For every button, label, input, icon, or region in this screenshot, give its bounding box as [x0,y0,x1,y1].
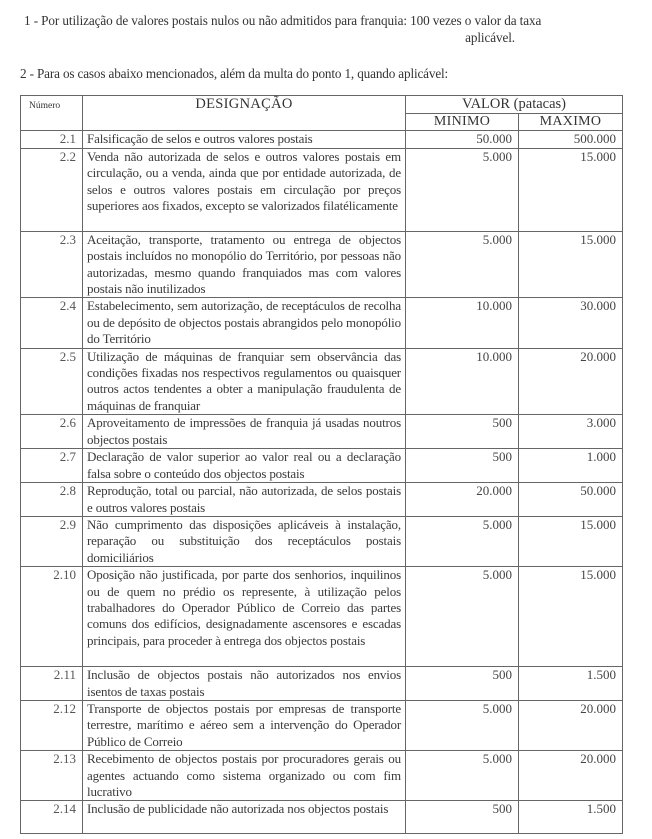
row-minimo: 10.000 [406,298,519,348]
fines-table [20,95,623,834]
table-row [21,298,623,348]
paragraph-1 [24,12,620,46]
row-maximo: 20.000 [519,348,623,415]
row-numero: 2.1 [21,131,83,148]
table-row [21,415,623,449]
row-minimo: 20.000 [406,483,519,517]
row-minimo: 5.000 [406,700,519,750]
row-numero: 2.10 [21,567,83,667]
row-numero: 2.4 [21,298,83,348]
row-minimo: 500 [406,449,519,483]
row-maximo: 1.500 [519,801,623,834]
row-maximo: 50.000 [519,483,623,517]
row-minimo: 5.000 [406,148,519,231]
table-row [21,700,623,750]
paragraph-1-line-2: aplicável. [465,30,515,45]
row-maximo: 15.000 [519,516,623,566]
table-row [21,348,623,415]
row-numero: 2.14 [21,801,83,834]
row-numero: 2.13 [21,751,83,801]
row-designacao: Utilização de máquinas de franquiar sem observância das condições fixadas nos respectivos regulamentos ou quaisquer outros actos tendentes a obter a manipulação fraudulenta de máquinas de franquiar [83,348,406,415]
row-minimo: 5.000 [406,567,519,667]
row-maximo: 3.000 [519,415,623,449]
row-numero: 2.7 [21,449,83,483]
table-header-row [21,96,623,114]
row-minimo: 500 [406,667,519,701]
row-designacao: Declaração de valor superior ao valor real ou a declaração falsa sobre o conteúdo dos objectos postais [83,449,406,483]
row-designacao: Venda não autorizada de selos e outros valores postais em circulação, ou a venda, ainda que por entidade autorizada, de selos e outros valores postais em circulação por preços superiores aos fixados, excepto se valorizados filatélicamente [83,148,406,231]
row-numero: 2.9 [21,516,83,566]
row-designacao: Recebimento de objectos postais por procuradores gerais ou agentes actuando como sistema organizado ou com fim lucrativo [83,751,406,801]
row-minimo: 500 [406,801,519,834]
row-maximo: 15.000 [519,231,623,298]
row-designacao: Aproveitamento de impressões de franquia já usadas noutros objectos postais [83,415,406,449]
row-maximo: 1.000 [519,449,623,483]
paragraph-1-line-1: 1 - Por utilização de valores postais nulos ou não admitidos para franquia: 100 vezes o valor da taxa [24,13,542,28]
row-designacao: Inclusão de publicidade não autorizada nos objectos postais [83,801,406,834]
table-row [21,516,623,566]
table-row [21,131,623,148]
table-row [21,148,623,231]
row-designacao: Transporte de objectos postais por empresas de transporte terrestre, marítimo e aéreo sem a intervenção do Operador Público de Correio [83,700,406,750]
table-row [21,751,623,801]
table-row [21,231,623,298]
row-designacao: Reprodução, total ou parcial, não autorizada, de selos postais e outros valores postais [83,483,406,517]
row-minimo: 500 [406,415,519,449]
row-numero: 2.6 [21,415,83,449]
row-numero: 2.3 [21,231,83,298]
row-numero: 2.12 [21,700,83,750]
row-numero: 2.5 [21,348,83,415]
row-maximo: 20.000 [519,700,623,750]
row-designacao: Estabelecimento, sem autorização, de receptáculos de recolha ou de depósito de objectos postais abrangidos pelo monopólio do Território [83,298,406,348]
row-minimo: 50.000 [406,131,519,148]
header-minimo: MINIMO [406,114,519,131]
table-row [21,483,623,517]
row-minimo: 10.000 [406,348,519,415]
table-row [21,801,623,834]
row-designacao: Falsificação de selos e outros valores postais [83,131,406,148]
row-maximo: 30.000 [519,298,623,348]
table-row [21,667,623,701]
row-designacao: Inclusão de objectos postais não autorizados nos envios isentos de taxas postais [83,667,406,701]
paragraph-2: 2 - Para os casos abaixo mencionados, além da multa do ponto 1, quando aplicável: [20,66,449,81]
row-designacao: Não cumprimento das disposições aplicáveis à instalação, reparação ou substituição dos receptáculos postais domiciliários [83,516,406,566]
row-maximo: 1.500 [519,667,623,701]
row-maximo: 500.000 [519,131,623,148]
row-numero: 2.8 [21,483,83,517]
row-designacao: Aceitação, transporte, tratamento ou entrega de objectos postais incluídos no monopólio do Território, por pessoas não autorizadas, mesmo quando franquiados mas com valores postais não inutilizados [83,231,406,298]
header-designacao: DESIGNAÇÃO [83,96,406,131]
row-numero: 2.11 [21,667,83,701]
row-designacao: Oposição não justificada, por parte dos senhorios, inquilinos ou de quem no prédio os represente, à utilização pelos trabalhadores do Operador Público de Correio das partes comuns dos edifícios, designadamente ascensores e escadas principais, para proceder à entrega dos objectos postais [83,567,406,667]
row-minimo: 5.000 [406,516,519,566]
table-row [21,449,623,483]
row-maximo: 15.000 [519,567,623,667]
row-numero: 2.2 [21,148,83,231]
header-valor: VALOR (patacas) [406,96,623,114]
row-maximo: 15.000 [519,148,623,231]
row-minimo: 5.000 [406,231,519,298]
header-maximo: MAXIMO [519,114,623,131]
row-minimo: 5.000 [406,751,519,801]
table-row [21,567,623,667]
row-maximo: 20.000 [519,751,623,801]
header-numero: Número [21,96,83,131]
